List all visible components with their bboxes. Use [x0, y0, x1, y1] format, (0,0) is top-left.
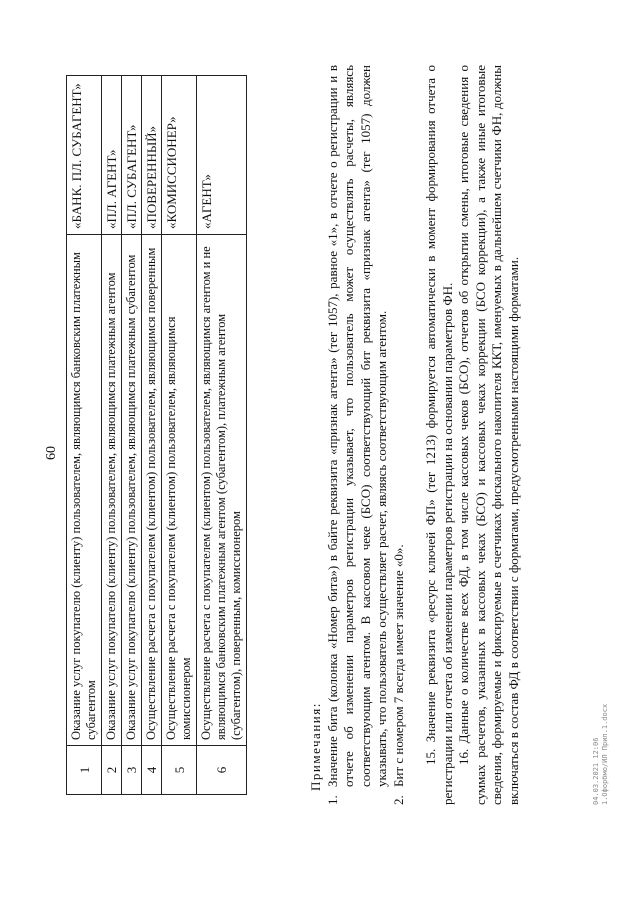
table-row [67, 76, 102, 795]
bit-value: «БАНК. ПЛ. СУБАГЕНТ» [67, 76, 102, 235]
bit-description: Оказание услуг покупателю (клиенту) пользователем, являющимся платежным субагентом [122, 235, 142, 746]
bit-number: 2 [102, 746, 122, 795]
bit-value: «КОМИССИОНЕР» [162, 76, 197, 235]
notes-title: Примечания: [308, 702, 323, 791]
agent-bits-table-container [66, 75, 247, 795]
file-stamp-path: 1.Офорбмо/ИЛ Прил.1.docx [601, 703, 609, 805]
note-number: 1. [324, 795, 340, 805]
note-number: 2. [390, 795, 406, 805]
table-row [162, 76, 197, 795]
bit-number: 5 [162, 746, 197, 795]
spacer [407, 65, 423, 805]
table-row [122, 76, 142, 795]
agent-bits-table [66, 75, 247, 795]
bit-number: 1 [67, 746, 102, 795]
paragraph-16: 16. Данные о количестве всех ФД, в том числе кассовых чеков (БСО), отчетов об открытии смены, итоговые сведения о суммах расчетов, указанных в кассовых чеках (БСО) и кассовых чеках коррекции (БСО коррекции), а также иные итоговые сведения, формируемые и фиксируемые в счетчиках фискального накопителя ККТ, именуемых в дальнейшем счетчики ФН, должны включаться в состав ФД в соответствии с форматами, предусмотренными настоящими форматами. [456, 65, 521, 805]
table-row [102, 76, 122, 795]
note-item [391, 65, 408, 805]
table-row [197, 76, 247, 795]
file-stamp-date: 04.03.2021 12:06 [592, 737, 600, 805]
bit-description: Оказание услуг покупателю (клиенту) пользователем, являющимся банковским платежным субагентом [67, 235, 102, 746]
note-item [325, 65, 391, 805]
page-number: 60 [44, 446, 59, 460]
bit-number: 4 [142, 746, 162, 795]
table-body [67, 76, 247, 795]
bit-number: 3 [122, 746, 142, 795]
note-text: Значение бита (колонка «Номер бита») в байте реквизита «признак агента» (тег 1057), равное «1», в отчете о регистрации и в отчете об изменении параметров регистрации указывает, что пользователь может осуществлять расчеты, являясь соответствующим агентом. В кассовом чеке (БСО) соответствующий бит реквизита «признак агента» (тег 1057) должен указывать, что пользователь осуществляет расчет, являясь соответствующим агентом. [324, 65, 389, 787]
bit-value: «ПОВЕРЕННЫЙ» [142, 76, 162, 235]
bit-number: 6 [197, 746, 247, 795]
bit-value: «ПЛ. СУБАГЕНТ» [122, 76, 142, 235]
bit-description: Осуществление расчета с покупателем (клиентом) пользователем, являющимся комиссионером [162, 235, 197, 746]
bit-description: Оказание услуг покупателю (клиенту) пользователем, являющимся платежным агентом [102, 235, 122, 746]
table-row [142, 76, 162, 795]
paragraph-15: 15. Значение реквизита «ресурс ключей ФП» (тег 1213) формируется автоматически в момент формирования отчета о регистрации или отчета об изменении параметров регистрации на основании параметров ФН. [423, 65, 455, 805]
bit-value: «АГЕНТ» [197, 76, 247, 235]
note-text: Бит с номером 7 всегда имеет значение «0». [390, 544, 406, 787]
bit-description: Осуществление расчета с покупателем (клиентом) пользователем, являющимся поверенным [142, 235, 162, 746]
file-stamp [592, 704, 610, 805]
notes-section [308, 65, 522, 805]
bit-value: «ПЛ. АГЕНТ» [102, 76, 122, 235]
bit-description: Осуществление расчета с покупателем (клиентом) пользователем, являющимся агентом и не являющимся банковским платежным агентом (субагентом), платежным агентом (субагентом), поверенным, комиссионером [197, 235, 247, 746]
